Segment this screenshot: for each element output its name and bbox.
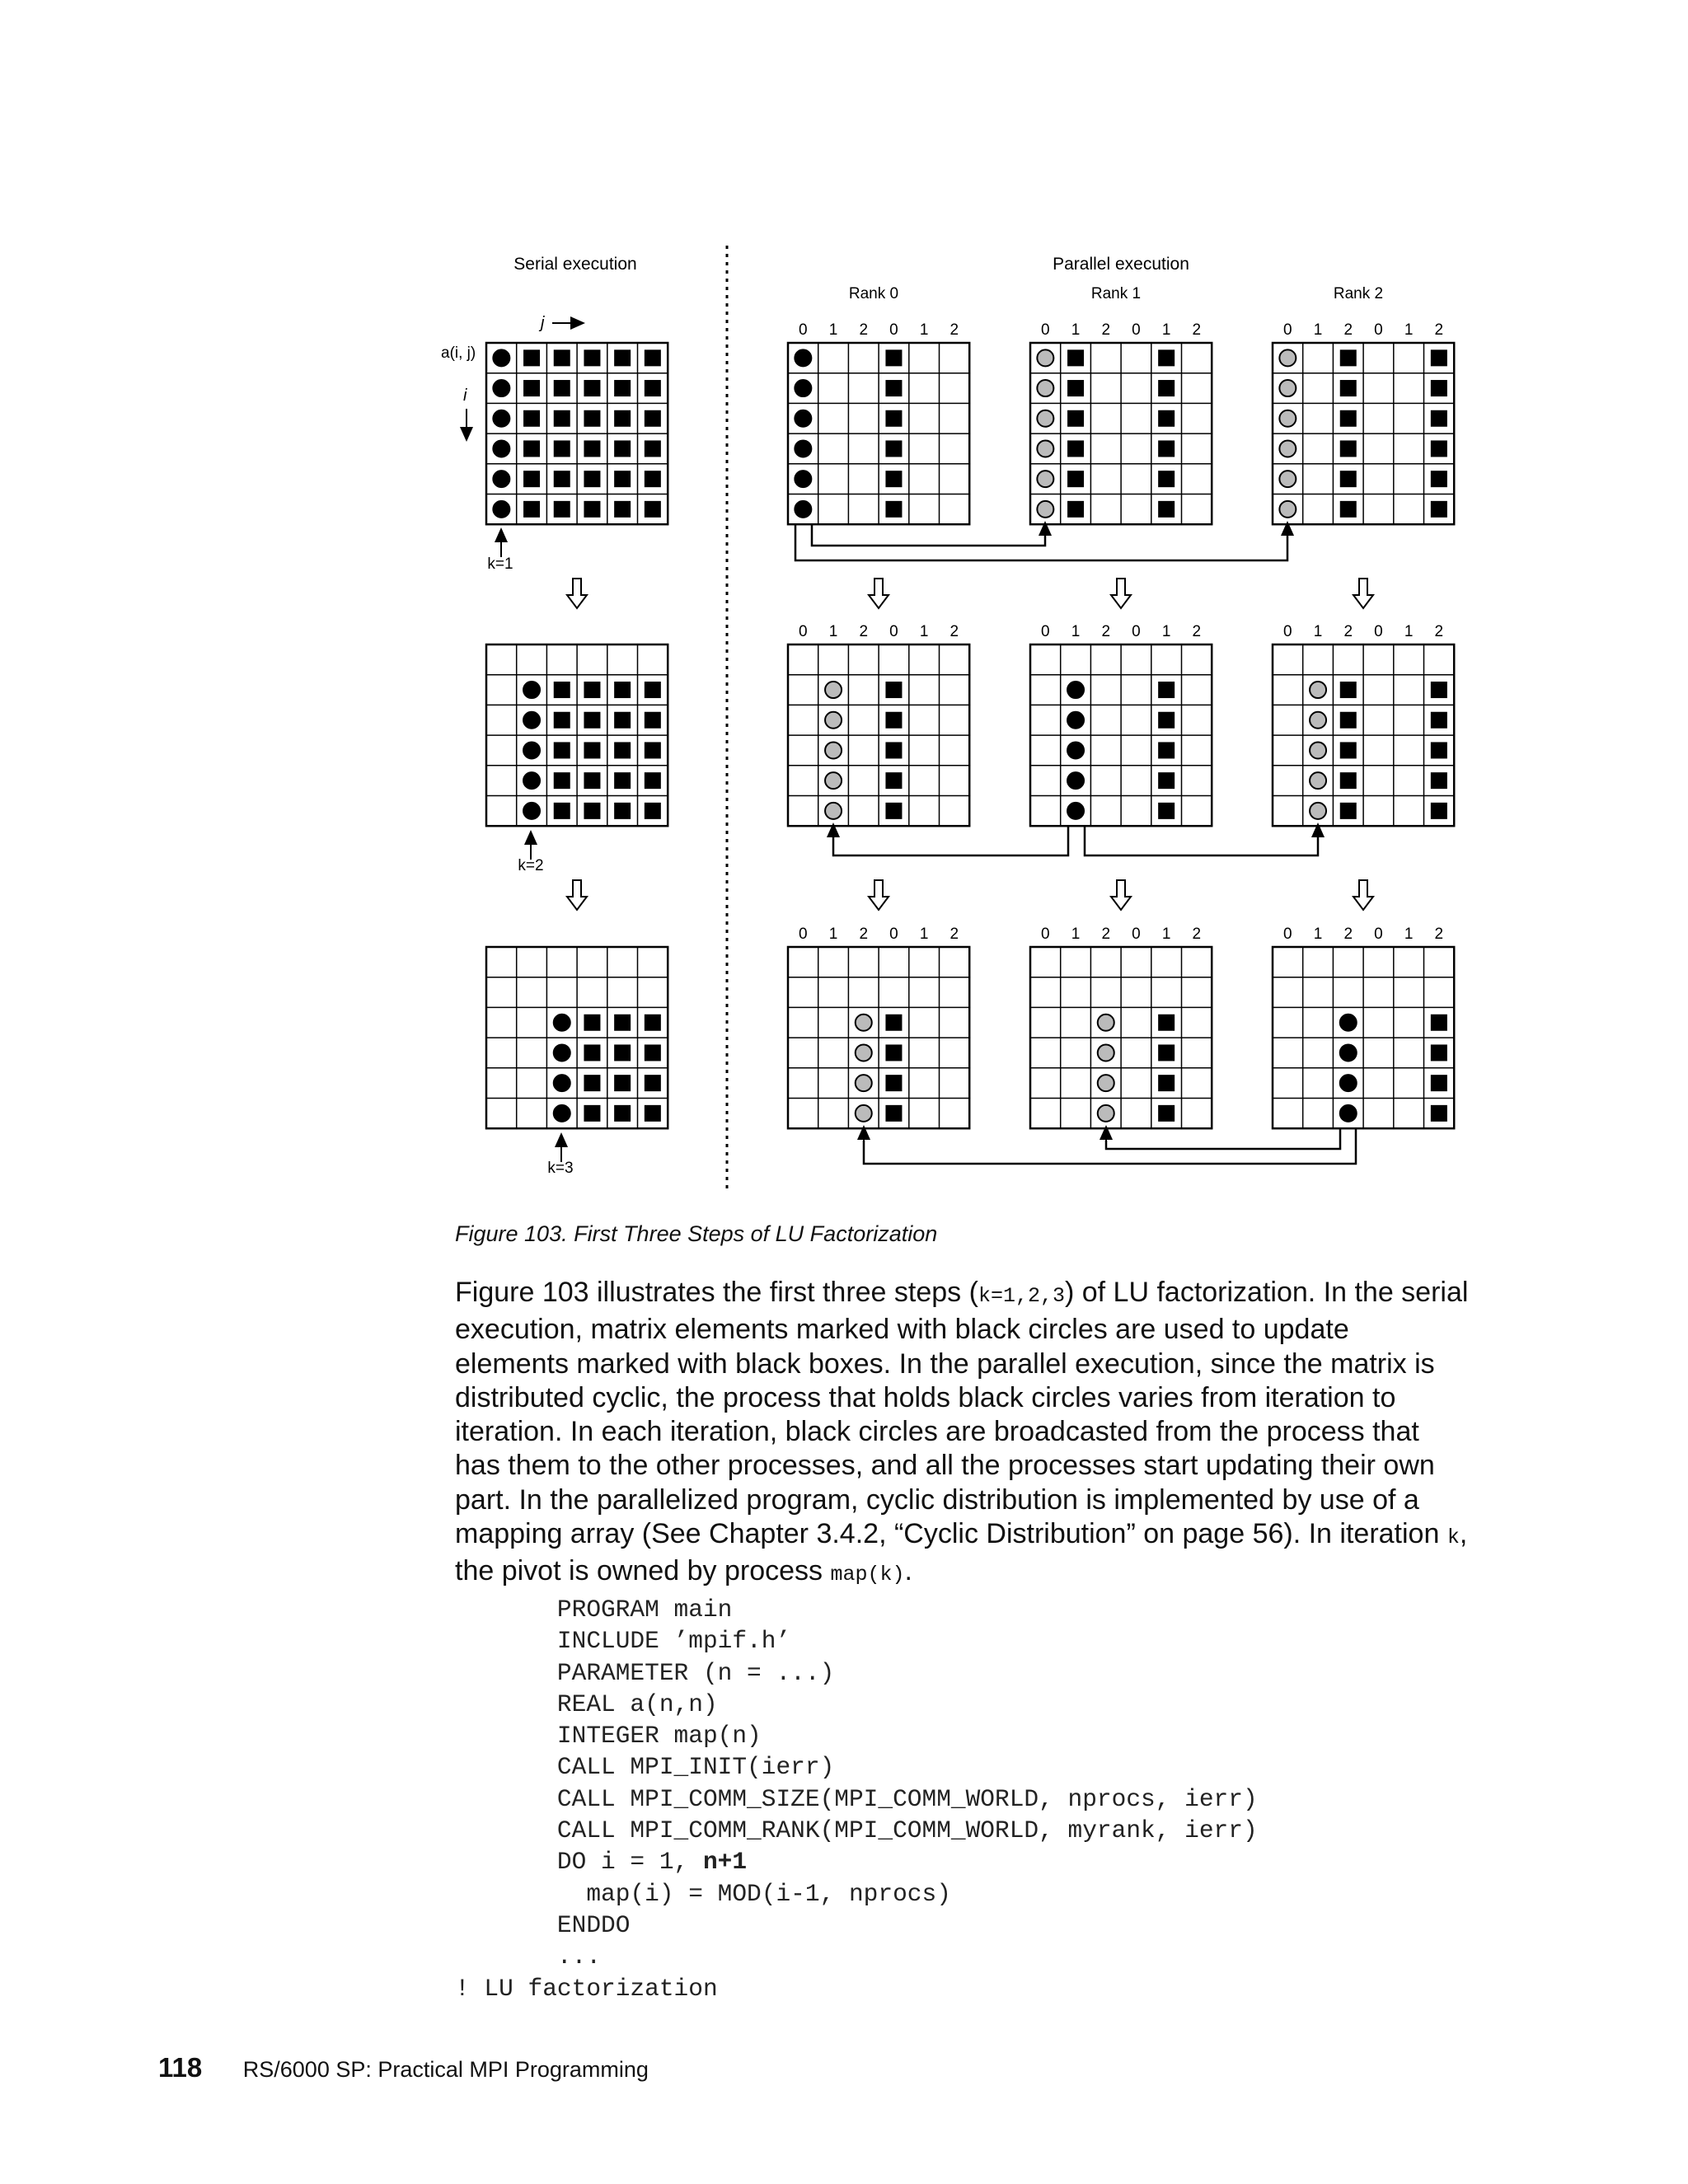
column-label: 0 [889, 623, 898, 640]
pivot-circle [1310, 803, 1326, 819]
pivot-circle [1067, 742, 1084, 758]
pivot-circle [1067, 803, 1084, 819]
column-label: 0 [799, 623, 808, 640]
pivot-circle [1098, 1044, 1114, 1061]
update-square [885, 501, 902, 518]
pivot-circle [825, 742, 842, 758]
pivot-circle [493, 349, 509, 366]
update-square [523, 471, 540, 487]
update-square [885, 349, 902, 366]
j-label: j [541, 314, 545, 332]
update-square [1431, 742, 1447, 758]
code-line: INTEGER map(n) [455, 1722, 762, 1750]
column-label: 0 [1132, 623, 1141, 640]
update-square [584, 712, 600, 729]
down-arrow-icon [1111, 880, 1131, 910]
pivot-circle [795, 410, 811, 427]
page-footer [158, 2052, 649, 2083]
pivot-circle [795, 501, 811, 518]
update-square [614, 501, 631, 518]
column-label: 2 [1343, 623, 1353, 640]
update-square [1158, 440, 1175, 457]
update-square [1340, 682, 1357, 698]
update-square [614, 380, 631, 396]
column-label: 0 [1374, 321, 1383, 339]
update-square [584, 471, 600, 487]
column-label: 2 [1434, 623, 1444, 640]
code-line: PARAMETER (n = ...) [455, 1658, 835, 1687]
matrix-grids [486, 321, 1454, 1164]
column-label: 1 [919, 623, 929, 640]
update-square [1158, 410, 1175, 427]
column-label: 2 [859, 321, 869, 339]
step-label-k1: k=1 [487, 555, 513, 573]
pivot-circle [1098, 1105, 1114, 1122]
column-label: 0 [1132, 321, 1141, 339]
update-square [614, 1044, 631, 1061]
pivot-circle [493, 380, 509, 396]
column-label: 1 [828, 926, 838, 943]
column-label: 2 [1101, 623, 1111, 640]
update-square [584, 772, 600, 789]
update-square [1431, 712, 1447, 729]
update-square [584, 742, 600, 758]
pivot-circle [1098, 1015, 1114, 1031]
column-label: 1 [1313, 623, 1323, 640]
update-square [885, 1075, 902, 1091]
rank-1-label: Rank 1 [1090, 285, 1142, 302]
column-label: 1 [1313, 321, 1323, 339]
column-label: 1 [1161, 623, 1171, 640]
update-square [614, 471, 631, 487]
column-label: 0 [1283, 321, 1292, 339]
pivot-circle [1037, 349, 1053, 366]
update-square [1431, 1044, 1447, 1061]
figure-caption: Figure 103. First Three Steps of LU Factorization [455, 1221, 938, 1246]
book-title: RS/6000 SP: Practical MPI Programming [242, 2057, 649, 2082]
column-label: 0 [1132, 926, 1141, 943]
update-square [1431, 349, 1447, 366]
rank-2-label: Rank 2 [1333, 285, 1384, 302]
broadcast-connector [1106, 1129, 1340, 1149]
down-arrow-icon [567, 880, 587, 910]
down-arrow-icon [869, 579, 889, 608]
update-square [1340, 501, 1357, 518]
pivot-circle [493, 471, 509, 487]
update-square [885, 712, 902, 729]
column-label: 0 [799, 926, 808, 943]
column-label: 1 [919, 321, 929, 339]
update-square [614, 712, 631, 729]
code-line: CALL MPI_COMM_SIZE(MPI_COMM_WORLD, nprocs, ierr) [455, 1784, 1258, 1813]
update-square [1431, 1105, 1447, 1122]
update-square [645, 380, 661, 396]
column-label: 1 [1404, 623, 1414, 640]
pivot-circle [493, 440, 509, 457]
update-square [645, 1044, 661, 1061]
update-square [1158, 1075, 1175, 1091]
update-square [1431, 1075, 1447, 1091]
column-label: 2 [859, 926, 869, 943]
code-line: ! LU factorization [455, 1974, 718, 2003]
column-label: 1 [1071, 926, 1081, 943]
column-label: 1 [1404, 926, 1414, 943]
update-square [584, 1105, 600, 1122]
pivot-circle [1067, 772, 1084, 789]
column-label: 2 [950, 623, 959, 640]
pivot-circle [523, 742, 540, 758]
update-square [885, 742, 902, 758]
pivot-circle [825, 803, 842, 819]
update-square [554, 501, 570, 518]
pivot-circle [795, 380, 811, 396]
pivot-circle [1279, 440, 1296, 457]
update-square [1340, 349, 1357, 366]
update-square [1340, 471, 1357, 487]
update-square [614, 682, 631, 698]
broadcast-connector [864, 1129, 1356, 1164]
update-square [523, 501, 540, 518]
update-square [1158, 501, 1175, 518]
column-label: 1 [919, 926, 929, 943]
update-square [614, 772, 631, 789]
update-square [1067, 349, 1084, 366]
column-label: 0 [889, 926, 898, 943]
column-label: 2 [1192, 623, 1202, 640]
pivot-circle [825, 772, 842, 789]
pivot-circle [1098, 1075, 1114, 1091]
pivot-circle [1310, 742, 1326, 758]
update-square [614, 1105, 631, 1122]
column-label: 2 [1192, 321, 1202, 339]
serial-title: Serial execution [513, 255, 637, 274]
update-square [554, 440, 570, 457]
column-label: 1 [1404, 321, 1414, 339]
update-square [614, 349, 631, 366]
update-square [614, 1015, 631, 1031]
update-square [1431, 380, 1447, 396]
pivot-circle [554, 1044, 570, 1061]
pivot-circle [1340, 1075, 1357, 1091]
update-square [1340, 712, 1357, 729]
update-square [645, 682, 661, 698]
update-square [1158, 471, 1175, 487]
pivot-circle [523, 712, 540, 729]
column-label: 0 [1374, 623, 1383, 640]
update-square [1431, 682, 1447, 698]
code-line: PROGRAM main [455, 1596, 733, 1624]
pivot-circle [1279, 471, 1296, 487]
update-square [584, 501, 600, 518]
code-line: REAL a(n,n) [455, 1690, 718, 1718]
pivot-circle [1279, 410, 1296, 427]
update-square [584, 410, 600, 427]
pivot-circle [1340, 1044, 1357, 1061]
broadcast-connector [833, 827, 1068, 855]
pivot-circle [1067, 712, 1084, 729]
column-label: 1 [1071, 623, 1081, 640]
down-arrow-icon [1353, 880, 1373, 910]
column-label: 2 [1434, 926, 1444, 943]
pivot-circle [1279, 349, 1296, 366]
step-label-k3: k=3 [547, 1160, 574, 1177]
update-square [1340, 380, 1357, 396]
update-square [1431, 471, 1447, 487]
update-square [1158, 712, 1175, 729]
update-square [584, 1015, 600, 1031]
update-square [645, 1015, 661, 1031]
update-square [523, 349, 540, 366]
column-label: 2 [859, 623, 869, 640]
code-line: INCLUDE ’mpif.h’ [455, 1627, 791, 1656]
update-square [645, 803, 661, 819]
pivot-circle [1310, 712, 1326, 729]
pivot-circle [523, 682, 540, 698]
i-label: i [463, 387, 467, 405]
column-label: 1 [1313, 926, 1323, 943]
pivot-circle [1340, 1105, 1357, 1122]
broadcast-connector [1085, 827, 1318, 855]
down-arrow-icon [1111, 579, 1131, 608]
body-paragraph: Figure 103 illustrates the first three steps (k=1,2,3) of LU factorization. In the serial execution, matrix elements marked with black circles are used to update elements marked with black boxes. In the parallel execution, since the matrix is distributed cyclic, the process that holds black circles varies from iteration to iteration. In each iteration, black circles are broadcasted from the process that has them to the other processes, and all the processes start updating their own part. In the parallelized program, cyclic distribution is implemented by use of a mapping array (See Chapter 3.4.2, “Cyclic Distribution” on page 56). In iteration k, the pivot is owned by process map(k). [455, 1277, 1469, 1587]
update-square [885, 803, 902, 819]
update-square [1431, 410, 1447, 427]
update-square [554, 712, 570, 729]
update-square [645, 440, 661, 457]
parallel-title: Parallel execution [1053, 255, 1189, 274]
update-square [645, 1105, 661, 1122]
code-line: CALL MPI_COMM_RANK(MPI_COMM_WORLD, myrank, ierr) [455, 1816, 1258, 1845]
update-square [1431, 772, 1447, 789]
pivot-circle [1067, 682, 1084, 698]
update-square [614, 742, 631, 758]
update-square [614, 803, 631, 819]
update-square [1340, 440, 1357, 457]
broadcast-connector [795, 524, 1287, 560]
pivot-circle [795, 349, 811, 366]
pivot-circle [856, 1075, 872, 1091]
update-square [1158, 682, 1175, 698]
update-square [1158, 380, 1175, 396]
update-square [885, 772, 902, 789]
pivot-circle [554, 1075, 570, 1091]
update-square [614, 1075, 631, 1091]
update-square [645, 772, 661, 789]
pivot-circle [523, 772, 540, 789]
column-label: 2 [1101, 926, 1111, 943]
update-square [1431, 803, 1447, 819]
update-square [885, 682, 902, 698]
broadcast-connector [812, 524, 1045, 546]
update-square [1158, 1044, 1175, 1061]
element-label: a(i, j) [441, 344, 476, 362]
update-square [1067, 440, 1084, 457]
update-square [885, 471, 902, 487]
update-square [523, 440, 540, 457]
column-label: 1 [1161, 321, 1171, 339]
update-square [1158, 1105, 1175, 1122]
update-square [645, 742, 661, 758]
update-square [584, 440, 600, 457]
update-square [1340, 742, 1357, 758]
column-label: 0 [1283, 926, 1292, 943]
update-square [584, 1044, 600, 1061]
pivot-circle [1037, 471, 1053, 487]
update-square [1431, 501, 1447, 518]
update-square [1158, 742, 1175, 758]
pivot-circle [856, 1044, 872, 1061]
update-square [885, 1044, 902, 1061]
column-label: 0 [889, 321, 898, 339]
update-square [1158, 772, 1175, 789]
update-square [1067, 501, 1084, 518]
update-square [1340, 772, 1357, 789]
pivot-circle [795, 440, 811, 457]
pivot-circle [554, 1105, 570, 1122]
rank-0-label: Rank 0 [848, 285, 899, 302]
code-line: map(i) = MOD(i-1, nprocs) [455, 1879, 951, 1908]
pivot-circle [554, 1015, 570, 1031]
column-label: 2 [1434, 321, 1444, 339]
code-line: CALL MPI_INIT(ierr) [455, 1753, 835, 1782]
update-square [1158, 803, 1175, 819]
update-square [645, 1075, 661, 1091]
column-label: 0 [1283, 623, 1292, 640]
pivot-circle [795, 471, 811, 487]
update-square [614, 440, 631, 457]
code-line: ... [455, 1943, 602, 1971]
update-square [554, 803, 570, 819]
column-label: 2 [950, 321, 959, 339]
column-label: 1 [1071, 321, 1081, 339]
step-label-k2: k=2 [518, 857, 544, 874]
update-square [645, 410, 661, 427]
pivot-circle [1037, 440, 1053, 457]
update-square [1158, 1015, 1175, 1031]
pivot-circle [856, 1105, 872, 1122]
pivot-circle [825, 712, 842, 729]
page-number: 118 [158, 2052, 203, 2083]
code-listing [455, 1594, 1258, 2004]
update-square [1340, 803, 1357, 819]
pivot-circle [493, 410, 509, 427]
pivot-circle [1310, 772, 1326, 789]
pivot-circle [1340, 1015, 1357, 1031]
down-arrow-icon [567, 579, 587, 608]
pivot-circle [1279, 501, 1296, 518]
down-arrow-icon [869, 880, 889, 910]
column-label: 1 [828, 623, 838, 640]
update-square [885, 410, 902, 427]
update-square [1340, 410, 1357, 427]
update-square [885, 380, 902, 396]
update-square [885, 440, 902, 457]
column-label: 2 [1192, 926, 1202, 943]
update-square [1067, 410, 1084, 427]
update-square [554, 380, 570, 396]
column-label: 0 [799, 321, 808, 339]
update-square [554, 742, 570, 758]
pivot-circle [1037, 501, 1053, 518]
update-square [1431, 440, 1447, 457]
pivot-circle [1310, 682, 1326, 698]
update-square [645, 501, 661, 518]
update-square [1067, 471, 1084, 487]
update-square [645, 349, 661, 366]
update-square [554, 410, 570, 427]
column-label: 1 [1161, 926, 1171, 943]
update-square [554, 772, 570, 789]
column-label: 2 [950, 926, 959, 943]
pivot-circle [1037, 410, 1053, 427]
update-square [554, 471, 570, 487]
update-square [885, 1015, 902, 1031]
pivot-circle [1279, 380, 1296, 396]
update-square [1067, 380, 1084, 396]
update-square [554, 682, 570, 698]
pivot-circle [1037, 380, 1053, 396]
code-line: ENDDO [455, 1910, 631, 1939]
column-label: 0 [1041, 623, 1050, 640]
pivot-circle [523, 803, 540, 819]
update-square [584, 1075, 600, 1091]
update-square [614, 410, 631, 427]
pivot-circle [493, 501, 509, 518]
update-square [523, 410, 540, 427]
update-square [584, 682, 600, 698]
update-square [885, 1105, 902, 1122]
update-square [645, 471, 661, 487]
column-label: 1 [828, 321, 838, 339]
column-label: 0 [1041, 321, 1050, 339]
column-label: 0 [1374, 926, 1383, 943]
update-square [584, 803, 600, 819]
update-square [584, 349, 600, 366]
down-arrow-icon [1353, 579, 1373, 608]
pivot-circle [856, 1015, 872, 1031]
column-label: 2 [1343, 321, 1353, 339]
update-square [1158, 349, 1175, 366]
column-label: 2 [1343, 926, 1353, 943]
code-line: DO i = 1, n+1 [455, 1848, 748, 1877]
column-label: 0 [1041, 926, 1050, 943]
pivot-circle [825, 682, 842, 698]
update-square [554, 349, 570, 366]
update-square [584, 380, 600, 396]
update-square [645, 712, 661, 729]
column-label: 2 [1101, 321, 1111, 339]
update-square [523, 380, 540, 396]
update-square [1431, 1015, 1447, 1031]
